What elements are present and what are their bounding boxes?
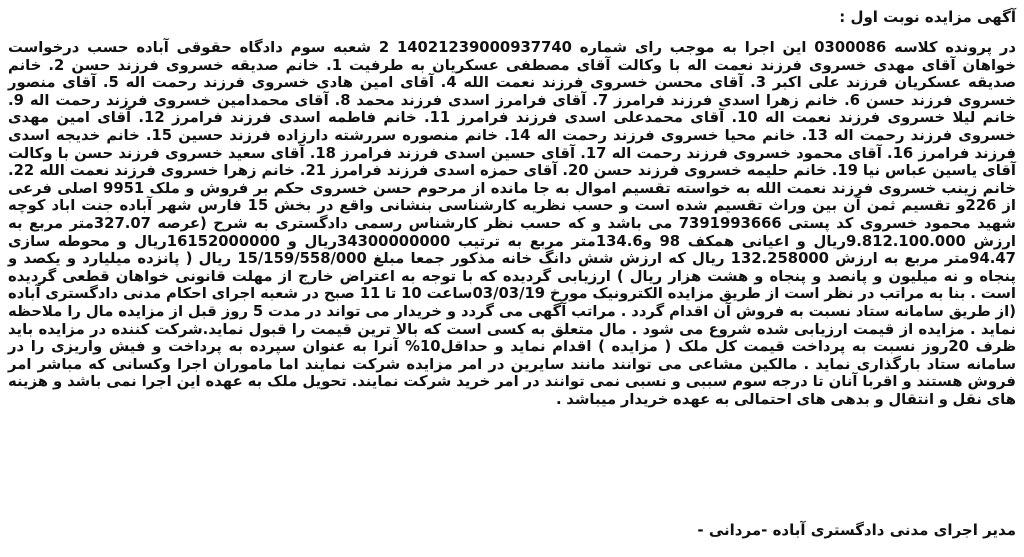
notice-title: آگهی مزایده نوبت اول : bbox=[839, 8, 1016, 26]
notice-signature: مدیر اجرای مدنی دادگستری آباده -مردانی - bbox=[697, 521, 1016, 539]
auction-notice bbox=[8, 0, 1016, 557]
notice-body: در پرونده کلاسه 0300086 این اجرا به موجب رای شماره 14021239000937740 2 شعبه سوم دادگاه حقوقی آباده حسب درخواست خواهان آقای مهدی خسروی فرزند نعمت اله با وکالت آقای مصطفی عسکریان به طرفیت 1. خانم صدیقه خسروی فرزند حسن 2. خانم صدیقه عسکریان فرزند علی اکبر 3. آقای محسن خسروی فرزند نعمت الله 4. آقای امین هادی خسروی فرزند رحمت اله 5. آقای منصور خسروی فرزند حسن 6. خانم زهرا اسدی فرزند فرامرز 7. آقای فرامرز اسدی فرزند محمد 8. آقای محمدامین خسروی فرزند رحمت اله 9. خانم لیلا خسروی فرزند نعمت اله 10. آقای محمدعلی اسدی فرزند فرامرز 11. خانم فاطمه اسدی فرزند فرامرز 12. آقای امین مهدی خسروی فرزند رحمت اله 13. خانم محیا خسروی فرزند رحمت اله 14. خانم منصوره سررشته دارزاده فرزند حسین 15. خانم خدیجه اسدی فرزند فرامرز 16. آقای محمود خسروی فرزند رحمت اله 17. آقای حسین اسدی فرزند فرامرز 18. آقای سعید خسروی فرزند حسن با وکالت آقای یاسین عباس نیا 19. خانم حلیمه خسروی فرزند حسن 20. آقای حمزه اسدی فرزند فرامرز 21. خانم زهرا خسروی فرزند نعمت الله 22. خانم زینب خسروی فرزند نعمت الله به خواسته تقسیم اموال به جا مانده از مرحوم حسن خسروی حکم بر فروش و ملک 9951 اصلی فرعی از 226و تقسیم ثمن آن بین وراث تقسیم شده است و حسب نظریه کارشناسی بنشانی واقع در بخش 15 فارس شهر آباده جنت اباد کوچه شهید محمود خسروی کد پستی 7391993666 می باشد و که حسب نظر کارشناس رسمی دادگستری به شرح (عرصه 327.07متر مربع به ارزش 9.812.100.000ریال و اعیانی همکف 98 و134.6متر مربع به ترتیب 34300000000ریال و 16152000000ریال و محوطه سازی 94.47متر مربع به ارزش 132.258000 ریال که ارزش شش دانگ خانه مذکور جمعا مبلغ 15/159/558/000 ریال ( پانزده میلیارد و یکصد و پنجاه و نه میلیون و پانصد و پنجاه و هشت هزار ریال ) ارزیابی گردیده که با توجه به اعتراض خارج از مهلت قانونی خواهان قطعی گردیده است . بنا به مراتب در نظر است از طریق مزایده الکترونیک مورخ 03/03/19ساعت 10 تا 11 صبح در شعبه اجرای احکام مدنی دادگستری آباده (از طریق سامانه ستاد نسبت به فروش آن اقدام گردد . مراتب آگهی می گردد و خریدار می تواند در مدت 5 روز قبل از مزایده مال را ملاحظه نماید . مزایده از قیمت ارزیابی شده شروع می شود . مال متعلق به کسی است که بالا ترین قیمت را قبول نماید.شرکت کننده در مزایده باید ظرف 20روز نسبت به پرداخت قیمت کل ملک ( مزایده ) اقدام نماید و حداقل10% آنرا به عنوان سپرده به پرداخت و فیش واریزی را در سامانه ستاد بارگذاری نماید . مالکین مشاعی می توانند مانند سایرین در امر مزایده شرکت نمایند اما ماموران اجرا وکسانی که مباشر امر فروش هستند و اقربا آنان تا درجه سوم سببی و نسبی نمی توانند در امر خرید شرکت نمایند. تحویل ملک به عهده این اجرا نمی باشد و هزینه های نقل و انتقال و بدهی های احتمالی به عهده خریدار میباشد . bbox=[8, 39, 1017, 408]
